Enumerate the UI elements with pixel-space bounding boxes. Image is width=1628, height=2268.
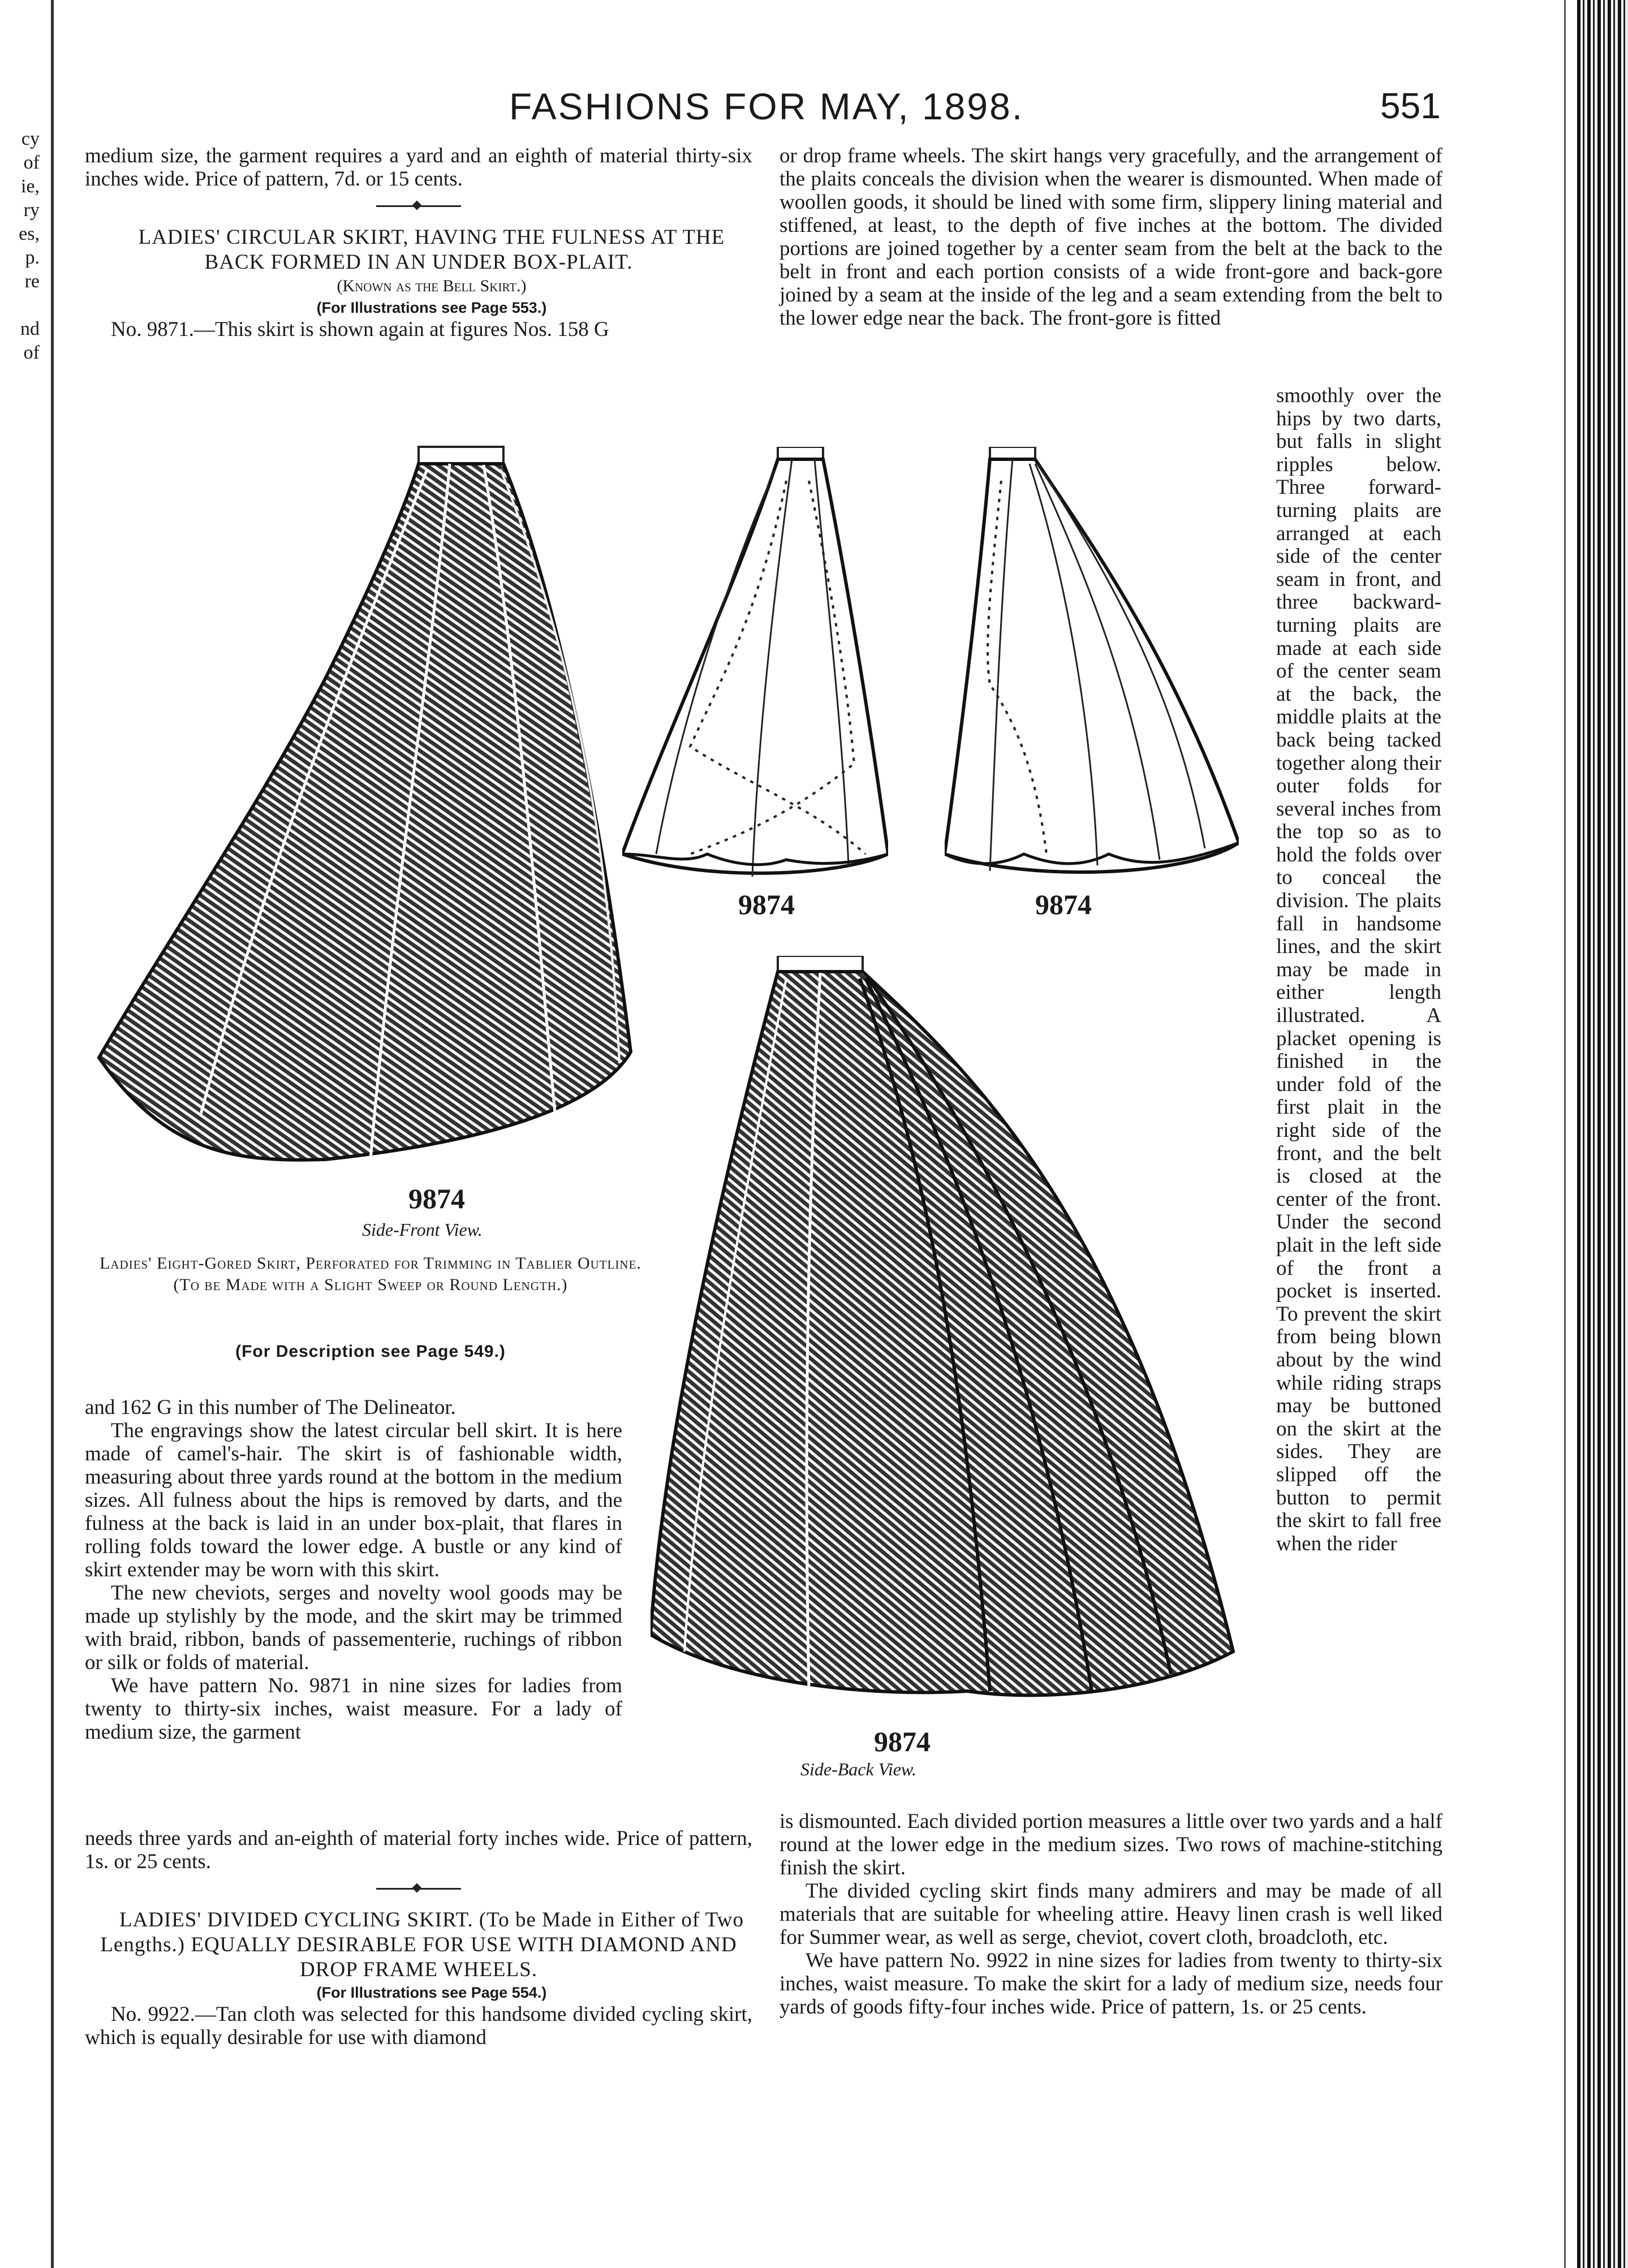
previous-page-fragment	[0, 127, 40, 365]
right-narrow-column	[1276, 385, 1441, 1555]
skirt-side-back-engraving	[651, 956, 1244, 1702]
gutter-line: of	[23, 342, 40, 363]
pattern-sizes-9922: We have pattern No. 9922 in nine sizes for ladies from twenty to thirty-six inches, waist measure. To make the skirt for a lady of medium size, needs four yards of goods fifty-four inches wide. Price of pattern, 1s. or 25 cents.	[779, 1949, 1442, 2019]
figure-number: 9874	[738, 889, 795, 920]
figure-reference-9874: (For Description see Page 549.)	[235, 1342, 506, 1361]
gutter-line: of	[23, 152, 40, 173]
section-divider	[376, 205, 461, 209]
cycling-skirt-measure: is dismounted. Each divided portion measures a little over two yards and a half round at the lower edge in the medium sizes. Two rows of machine-stitching finish the skirt.	[779, 1810, 1442, 1879]
gutter-line: ie,	[20, 176, 40, 197]
figure-view-label: Side-Front View.	[362, 1219, 483, 1240]
gutter-line: p.	[25, 247, 40, 268]
cycling-skirt-materials: The divided cycling skirt finds many admirers and may be made of all materials that are suitable for wheeling attire. Heavy linen crash is well liked for Summer wear, as well as serge, cheviot, covert cloth, broadcloth, etc.	[779, 1879, 1442, 1949]
heading-9871: LADIES' CIRCULAR SKIRT, HAVING THE FULNESS AT THE BACK FORMED IN AN UNDER BOX-PLAIT.	[138, 226, 725, 274]
gutter-line: nd	[20, 318, 40, 339]
pattern-sizes-9871: We have pattern No. 9871 in nine sizes for ladies from twenty to thirty-six inches, waist measure. For a lady of medium size, the garment	[85, 1674, 622, 1744]
figure-number: 9874	[1035, 889, 1092, 920]
subheading-9871: (Known as the Bell Skirt.)	[337, 277, 527, 295]
binding-rule	[1564, 0, 1566, 2268]
section-divider	[376, 1888, 461, 1892]
illustration-small-front	[622, 447, 888, 888]
see-reference-9922: (For Illustrations see Page 554.)	[316, 1984, 547, 2001]
binding-edge	[1577, 0, 1628, 2268]
gutter-line: ry	[23, 200, 40, 221]
skirt-small-back-outline	[945, 447, 1239, 877]
left-column-full	[85, 1827, 752, 2049]
cycling-skirt-text: or drop frame wheels. The skirt hangs very gracefully, and the arrangement of the plaits conceals the division when the wearer is dismounted. When made of woollen goods, it should be lined with some firm, slippery lining material and stiffened, at least, to the depth of five inches at the bottom. The divided portions are joined together by a center seam from the belt at the back to the belt in front and each portion consists of a wide front-gore and back-gore joined by a seam at the inside of the leg and a seam extending from the belt to the lower edge near the back. The front-gore is fitted	[779, 144, 1442, 330]
pattern-price-9871: needs three yards and an-eighth of material forty inches wide. Price of pattern, 1s. or 25 cents.	[85, 1827, 752, 1873]
skirt-small-front-outline	[622, 447, 888, 888]
description-9871: The engravings show the latest circular bell skirt. It is here made of camel's-hair. The skirt is of fashionable width, measuring about three yards round at the bottom in the medium sizes. All fulness about the hips is removed by darts, and the fulness at the back is laid in an under box-plait, that flares in rolling folds toward the lower edge. A bustle or any kind of skirt extender may be worn with this skirt.	[85, 1419, 622, 1581]
gutter-line: re	[24, 271, 40, 292]
left-column-bottom	[85, 1396, 622, 1744]
illustration-side-front	[88, 441, 662, 1182]
lead-9922: No. 9922.—Tan cloth was selected for this handsome divided cycling skirt, which is equally desirable for use with diamond	[85, 2003, 752, 2049]
figure-number: 9874	[874, 1726, 931, 1757]
continuation-9871: and 162 G in this number of The Delineator.	[85, 1396, 456, 1419]
gutter-line: es,	[19, 223, 40, 244]
gutter-line	[0, 294, 40, 317]
illustration-side-back	[651, 956, 1244, 1702]
figure-title-9874: Ladies' Eight-Gored Skirt, Perforated for Trimming in Tablier Outline. (To be Made with a Slight Sweep or Round Length.)	[100, 1254, 641, 1294]
gutter-rule	[51, 0, 54, 2268]
heading-9922: LADIES' DIVIDED CYCLING SKIRT. (To be Made in Either of Two Lengths.) EQUALLY DESIRABLE FOR USE WITH DIAMOND AND DROP FRAME WHEELS.	[100, 1908, 744, 1981]
right-column-top	[779, 144, 1442, 330]
figure-number: 9874	[408, 1183, 465, 1214]
skirt-side-front-engraving	[88, 441, 662, 1182]
see-reference-9871: (For Illustrations see Page 553.)	[316, 299, 547, 316]
materials-9871: The new cheviots, serges and novelty wool goods may be made up stylishly by the mode, and the skirt may be trimmed with braid, ribbon, bands of passementerie, ruchings of ribbon or silk or folds of material.	[85, 1581, 622, 1674]
left-column-top	[85, 144, 752, 341]
illustration-small-back	[945, 447, 1239, 877]
running-head: FASHIONS FOR MAY, 1898.	[509, 85, 1024, 127]
lead-9871: No. 9871.—This skirt is shown again at figures Nos. 158 G	[111, 318, 609, 341]
figure-view-label: Side-Back View.	[800, 1759, 916, 1779]
right-column-bottom	[779, 1810, 1442, 2019]
page-number: 551	[1380, 85, 1441, 126]
gutter-line: cy	[21, 128, 40, 149]
intro-paragraph: medium size, the garment requires a yard and an eighth of material thirty-six inches wide. Price of pattern, 7d. or 15 cents.	[85, 144, 752, 191]
cycling-skirt-wrap-text: smoothly over the hips by two darts, but falls in slight ripples below. Three forward-turning plaits are arranged at each side of the center seam in front, and three backward-turning plaits are made at each side of the center seam at the back, the middle plaits at the back being tacked together along their outer folds for several inches from the top so as to hold the folds over to conceal the division. The plaits fall in handsome lines, and the skirt may be made in either length illustrated. A placket opening is finished in the under fold of the first plait in the right side of the front, and the belt is closed at the center of the front. Under the second plait in the left side of the front a pocket is inserted. To prevent the skirt from being blown about by the wind while riding straps may be buttoned on the skirt at the sides. They are slipped off the button to permit the skirt to fall free when the rider	[1276, 384, 1441, 1555]
